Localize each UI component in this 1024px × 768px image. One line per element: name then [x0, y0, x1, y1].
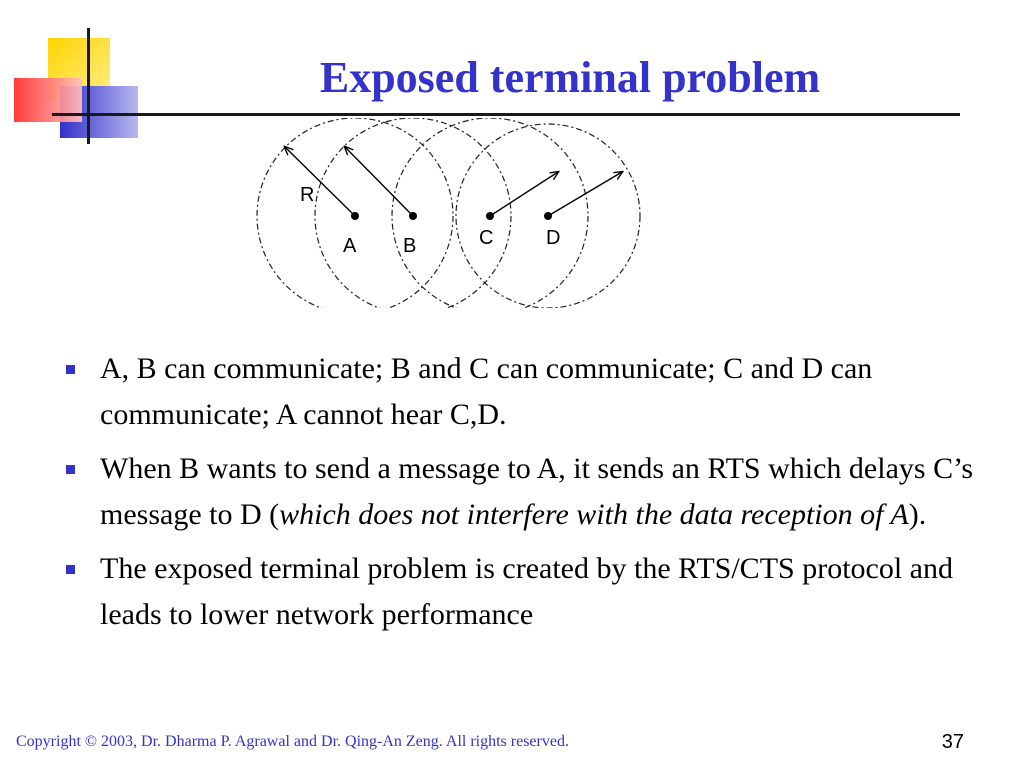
node-b-dot	[409, 212, 417, 220]
range-arrow-d	[548, 172, 622, 216]
title-rule	[52, 113, 960, 116]
exposed-terminal-diagram	[250, 118, 650, 308]
slide-logo	[0, 0, 160, 150]
bullet-text-start: When B wants to send a message to A, it sends an RTS which delays C’s message to D (	[100, 452, 974, 531]
range-arrow-a	[285, 147, 355, 216]
bullet-text: The exposed terminal problem is created by the RTS/CTS protocol and leads to lower network performance	[100, 552, 953, 631]
bullet-square-icon	[66, 365, 75, 374]
node-a-dot	[351, 212, 359, 220]
logo-vertical-line	[87, 28, 90, 144]
bullet-text: A, B can communicate; B and C can communicate; C and D can communicate; A cannot hear C,D.	[100, 352, 873, 431]
node-label-b: B	[403, 235, 417, 257]
node-d-dot	[544, 212, 552, 220]
bullet-list	[62, 346, 992, 646]
bullet-item	[62, 346, 992, 438]
bullet-item	[62, 546, 992, 638]
node-c-dot	[486, 212, 494, 220]
bullet-square-icon	[66, 465, 75, 474]
node-label-a: A	[343, 235, 357, 257]
bullet-text-end: ).	[908, 498, 927, 531]
range-arrow-b	[345, 147, 413, 216]
node-label-d: D	[546, 227, 561, 249]
page-number: 37	[941, 731, 964, 753]
node-label-c: C	[479, 227, 494, 249]
bullet-item	[62, 446, 992, 538]
range-arrow-c	[490, 172, 558, 216]
bullet-square-icon	[66, 565, 75, 574]
copyright-footer: Copyright © 2003, Dr. Dharma P. Agrawal and Dr. Qing-An Zeng. All rights reserved.	[16, 733, 569, 750]
range-label-r: R	[300, 184, 315, 206]
bullet-text-italic: which does not interfere with the data reception of A	[279, 498, 909, 531]
slide-title: Exposed terminal problem	[319, 53, 821, 102]
